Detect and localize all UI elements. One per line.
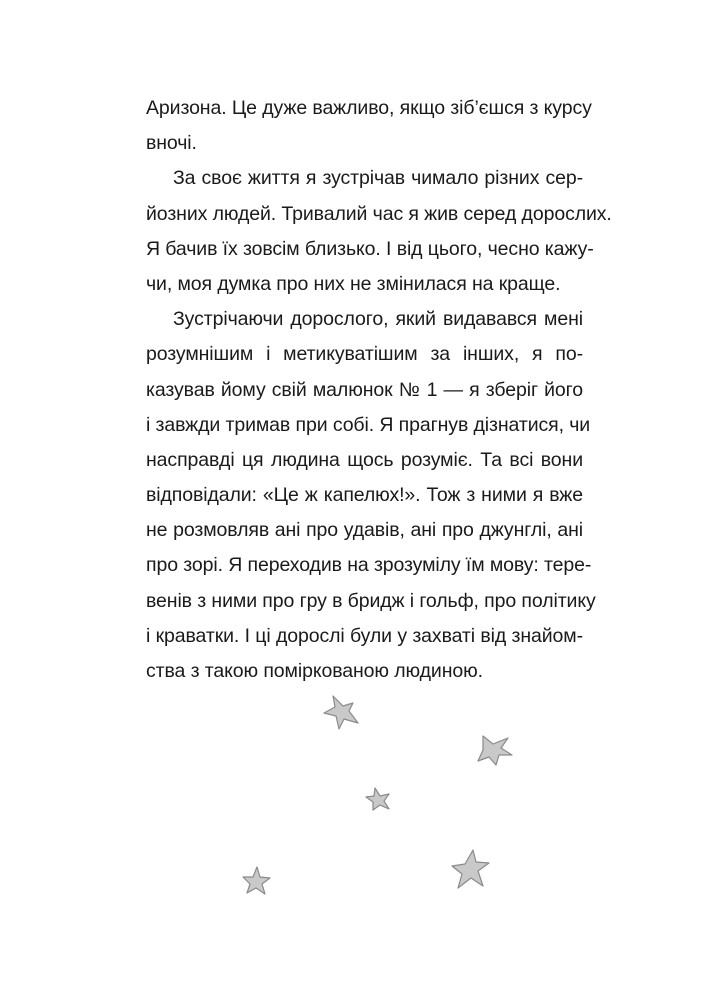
star-icon: [243, 867, 270, 894]
text-line: Я бачив їх зовсім близько. І від цього, чесно кажу-: [146, 237, 594, 260]
text-line: За своє життя я зустрічав чимало різних сер-: [173, 167, 583, 190]
star-icon: [478, 736, 512, 765]
star-icon: [324, 696, 358, 729]
text-line: і краватки. І ці дорослі були у захваті від знайом-: [146, 624, 583, 647]
text-line: венів з ними про гру в бридж і гольф, про політику: [146, 589, 596, 612]
text-line: Аризона. Це дуже важливо, якщо зіб’єшся з курсу: [146, 97, 592, 119]
star-icon: [452, 850, 489, 888]
text-line: і завжди тримав при собі. Я прагнув дізнатися, чи: [146, 413, 591, 436]
text-line: про зорі. Я переходив на зрозумілу їм мову: тере-: [146, 554, 592, 577]
text-line: казував йому свій малюнок № 1 — я зберіг його: [146, 378, 583, 401]
text-line: розумнішим і метикуватішим за інших, я по-: [146, 343, 583, 366]
text-line: насправді ця людина щось розуміє. Та всі вони: [146, 448, 583, 471]
text-line: вночі.: [146, 132, 197, 155]
text-line: не розмовляв ані про удавів, ані про джунглі, ані: [146, 519, 583, 542]
star-icon: [366, 788, 389, 810]
text-line: ства з такою поміркованою людиною.: [146, 660, 483, 682]
text-line: йозних людей. Тривалий час я жив серед дорослих.: [146, 202, 612, 225]
text-line: відповідали: «Це ж капелюх!». Тож з ними я вже: [146, 484, 583, 507]
text-line: чи, моя думка про них не змінилася на краще.: [146, 272, 561, 295]
text-line: Зустрічаючи дорослого, який видавався мені: [173, 308, 583, 331]
